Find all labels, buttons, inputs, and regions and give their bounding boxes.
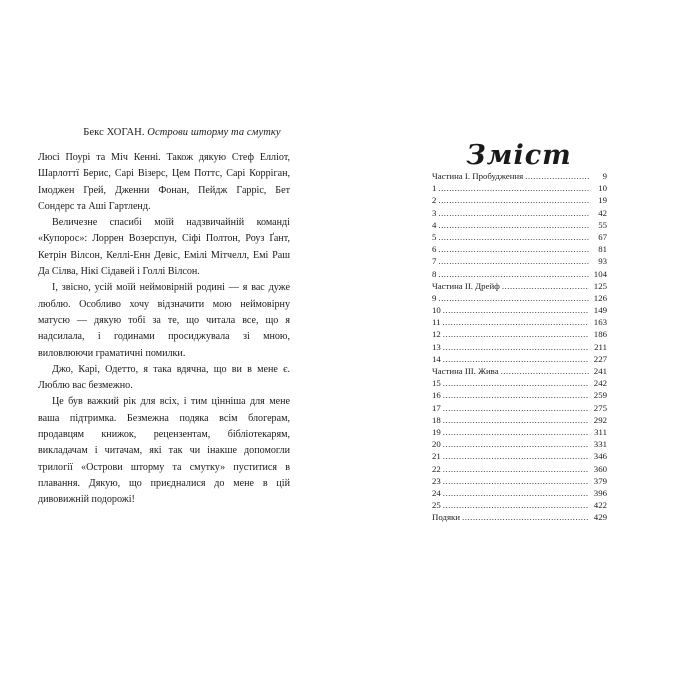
paragraph: І, звісно, усій моїй неймовірній родині — я вас дуже люблю. Особливо хочу відзначити мою неймовірну матусю — дякую тобі за те, що читала все, що я надсилала, і годинами просиджувала зі мною, виловлюючи граматичні помилки. (38, 282, 290, 359)
toc-entry-label: 1 (432, 183, 437, 194)
toc-entry-label: 22 (432, 463, 441, 474)
toc-entry-page: 42 (598, 207, 607, 218)
toc-entry-page: 81 (598, 244, 607, 255)
toc-entry (432, 292, 607, 304)
toc-entry (432, 365, 607, 377)
toc-entry (432, 280, 607, 292)
toc-entry (432, 207, 607, 219)
toc-entry (432, 231, 607, 243)
toc-entry-label: 9 (432, 292, 437, 303)
toc-entry (432, 219, 607, 231)
toc-entry-page: 149 (593, 305, 607, 316)
toc-entry (432, 389, 607, 401)
toc-title: Зміст (466, 140, 572, 171)
toc-entry-label: 18 (432, 414, 441, 425)
toc-leader-dots (443, 304, 589, 316)
running-head-book-title: Острови шторму та смутку (147, 127, 281, 138)
toc-entry (432, 450, 607, 462)
toc-entry (432, 328, 607, 340)
toc-leader-dots (462, 511, 589, 523)
toc-entry-page: 311 (594, 426, 607, 437)
toc-leader-dots (438, 194, 589, 206)
toc-entry-label: 23 (432, 475, 441, 486)
toc-entry (432, 438, 607, 450)
toc-entry (432, 255, 607, 267)
toc-entry-label: 15 (432, 378, 441, 389)
toc-entry-page: 9 (602, 171, 607, 181)
toc-entry-page: 125 (593, 280, 607, 291)
toc-leader-dots (438, 219, 589, 231)
toc-entry (432, 499, 607, 511)
toc-entry-label: 8 (432, 268, 437, 279)
toc-entry (432, 304, 607, 316)
toc-entry-label: 24 (432, 487, 441, 498)
toc-leader-dots (438, 207, 589, 219)
toc-entry (432, 268, 607, 280)
toc-entry-label: 10 (432, 305, 441, 316)
toc-entry-label: 14 (432, 353, 441, 364)
acknowledgements-text (38, 150, 290, 509)
toc-entry (432, 426, 607, 438)
toc-entry-page: 126 (593, 292, 607, 303)
toc-leader-dots (501, 365, 589, 377)
toc-leader-dots (438, 243, 589, 255)
toc-entry-label: 5 (432, 231, 437, 242)
toc-entry-label: 12 (432, 329, 441, 340)
toc-entry-page: 379 (593, 475, 607, 486)
toc-leader-dots (443, 450, 589, 462)
toc-entry (432, 377, 607, 389)
toc-entry-label: 6 (432, 244, 437, 255)
toc-entry-page: 55 (598, 219, 607, 230)
toc-entry-page: 163 (593, 317, 607, 328)
toc-entry-label: 2 (432, 195, 437, 206)
toc-entry-page: 429 (593, 512, 607, 523)
toc-entry (432, 414, 607, 426)
toc-leader-dots (443, 389, 589, 401)
toc-entry (432, 353, 607, 365)
toc-entry (432, 511, 607, 523)
paragraph: Це був важкий рік для всіх, і тим цінніша для мене ваша підтримка. Безмежна подяка всім блогерам, продавцям книжок, рецензентам, бібліотекарям, викладачам і читачам, які так чи інакше допомогли трилогії «Острови шторму та смутку» пуститися в плавання. Дякую, що приєдналися до мене в цій дивовижній подорожі! (38, 396, 290, 506)
toc-entry-page: 10 (598, 183, 607, 194)
running-head (74, 127, 290, 138)
toc-leader-dots (438, 255, 589, 267)
toc-entry-page: 186 (593, 329, 607, 340)
toc-entry-page: 93 (598, 256, 607, 267)
toc-leader-dots (443, 475, 589, 487)
toc-entry (432, 463, 607, 475)
toc-entry (432, 182, 607, 194)
toc-entry-page: 241 (593, 366, 607, 376)
toc-entry-label: Частина ІІ. Дрейф (432, 280, 500, 291)
toc-entry-page: 275 (593, 402, 607, 413)
toc-leader-dots (438, 292, 589, 304)
toc-entry (432, 475, 607, 487)
toc-leader-dots (438, 268, 589, 280)
toc-entry-label: 16 (432, 390, 441, 401)
toc-entry-page: 360 (593, 463, 607, 474)
toc-entry (432, 170, 607, 182)
toc-entry-page: 242 (593, 378, 607, 389)
toc-leader-dots (443, 426, 589, 438)
toc-leader-dots (442, 316, 589, 328)
toc-entry-label: 21 (432, 451, 441, 462)
toc-entry-page: 331 (593, 439, 607, 450)
toc-entry (432, 341, 607, 353)
toc-entry-page: 292 (593, 414, 607, 425)
toc-entry (432, 487, 607, 499)
toc-leader-dots (443, 353, 589, 365)
toc-entry-page: 346 (593, 451, 607, 462)
toc-entry-page: 104 (593, 268, 607, 279)
toc-entry-page: 19 (598, 195, 607, 206)
toc-leader-dots (443, 341, 589, 353)
toc-entry-page: 422 (593, 500, 607, 511)
toc-entry-label: Частина І. Пробудження (432, 171, 524, 181)
toc-entry-label: 7 (432, 256, 437, 267)
toc-entry (432, 194, 607, 206)
toc-entry (432, 402, 607, 414)
toc-leader-dots (443, 414, 589, 426)
toc-entry-label: Подяки (432, 512, 461, 523)
toc-leader-dots (438, 231, 589, 243)
toc-leader-dots (502, 280, 589, 292)
paragraph: Величезне спасибі моїй надзвичайній команді «Купорос»: Лоррен Возерспун, Сіфі Полтон, Роуз Ґант, Кетрін Вілсон, Келлі-Енн Девіс, Емілі Мітчелл, Емі Раш Да Сілва, Нікі Сідавей і Голлі Вілсон. (38, 217, 290, 278)
toc-leader-dots (443, 402, 589, 414)
toc-entry-label: 20 (432, 439, 441, 450)
running-head-author: Бекс ХОГАН. (83, 127, 145, 138)
toc-leader-dots (443, 463, 589, 475)
paragraph: Люсі Поурі та Міч Кенні. Також дякую Стеф Елліот, Шарлоттї Берис, Сарі Візерс, Цем Поттс, Сарі Корріган, Імоджен Грей, Дженни Фонан, Пейдж Гарріс, Бет Сондерс та Аші Гартленд. (38, 152, 290, 212)
toc-leader-dots (443, 438, 589, 450)
toc-leader-dots (438, 182, 589, 194)
toc-entry-label: 25 (432, 500, 441, 511)
toc-entry (432, 243, 607, 255)
toc-leader-dots (443, 377, 589, 389)
toc-entry-label: 17 (432, 402, 441, 413)
toc-entry-label: 13 (432, 341, 441, 352)
toc-entry-page: 396 (593, 487, 607, 498)
toc-leader-dots (443, 487, 589, 499)
toc-leader-dots (525, 170, 589, 182)
toc-entry-page: 67 (598, 231, 607, 242)
toc-entry (432, 316, 607, 328)
paragraph: Джо, Карі, Одетто, я така вдячна, що ви в мене є. Люблю вас безмежно. (38, 363, 290, 392)
toc-entry-label: Частина ІІІ. Жива (432, 366, 499, 376)
toc-entry-label: 3 (432, 207, 437, 218)
table-of-contents (432, 170, 607, 523)
toc-entry-label: 11 (432, 317, 441, 328)
toc-entry-page: 227 (593, 353, 607, 364)
toc-leader-dots (443, 328, 589, 340)
toc-leader-dots (443, 499, 589, 511)
toc-entry-label: 19 (432, 426, 441, 437)
toc-entry-page: 259 (593, 390, 607, 401)
toc-entry-label: 4 (432, 219, 437, 230)
toc-entry-page: 211 (594, 341, 607, 352)
